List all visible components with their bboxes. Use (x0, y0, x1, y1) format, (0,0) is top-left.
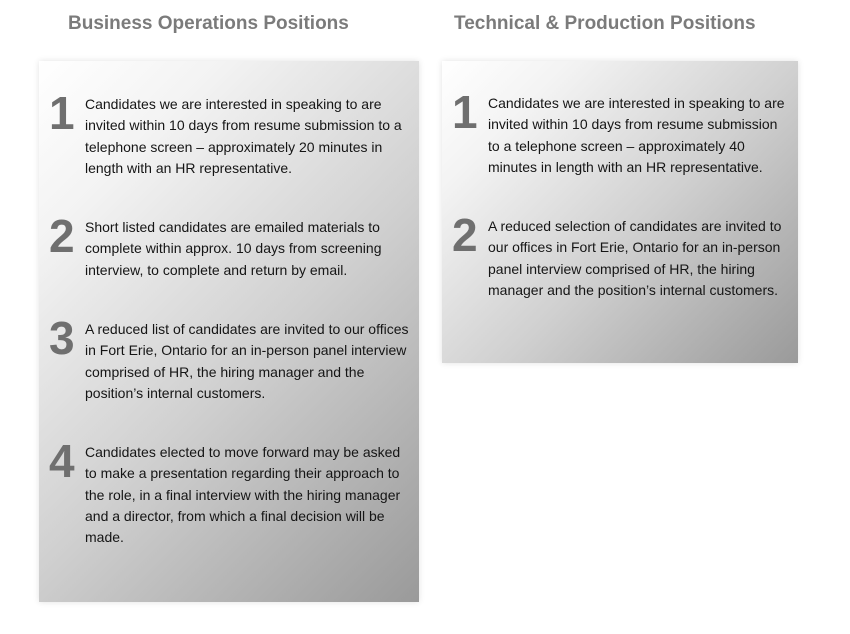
step-number: 3 (49, 312, 75, 364)
step-text: A reduced list of candidates are invited to our offices in Fort Erie, Ontario for an in-person panel interview comprised of HR, the hiring manager and the position’s internal customers. (85, 321, 409, 401)
step-number: 1 (452, 86, 478, 138)
step-number: 2 (49, 210, 75, 262)
business-operations-title: Business Operations Positions (68, 13, 349, 34)
step-text: Candidates we are interested in speaking to are invited within 10 days from resume submission to a telephone screen – approximately 20 minutes in length with an HR representative. (85, 96, 402, 176)
step-text: Candidates elected to move forward may be asked to make a presentation regarding their approach to the role, in a final interview with the hiring manager and a director, from which a final decision will be made. (85, 444, 401, 546)
business-operations-panel (39, 61, 419, 602)
step-text: Short listed candidates are emailed materials to complete within approx. 10 days from screening interview, to complete and return by email. (85, 219, 382, 278)
step-number: 1 (49, 87, 75, 139)
technical-production-panel (442, 61, 798, 363)
step-text: A reduced selection of candidates are invited to our offices in Fort Erie, Ontario for an in-person panel interview comprised of HR, the hiring manager and the position’s internal customers. (488, 218, 782, 298)
step-number: 2 (452, 209, 478, 261)
step-text: Candidates we are interested in speaking to are invited within 10 days from resume submission to a telephone screen – approximately 40 minutes in length with an HR representative. (488, 95, 785, 175)
step-number: 4 (49, 435, 75, 487)
technical-production-title: Technical & Production Positions (454, 13, 756, 34)
